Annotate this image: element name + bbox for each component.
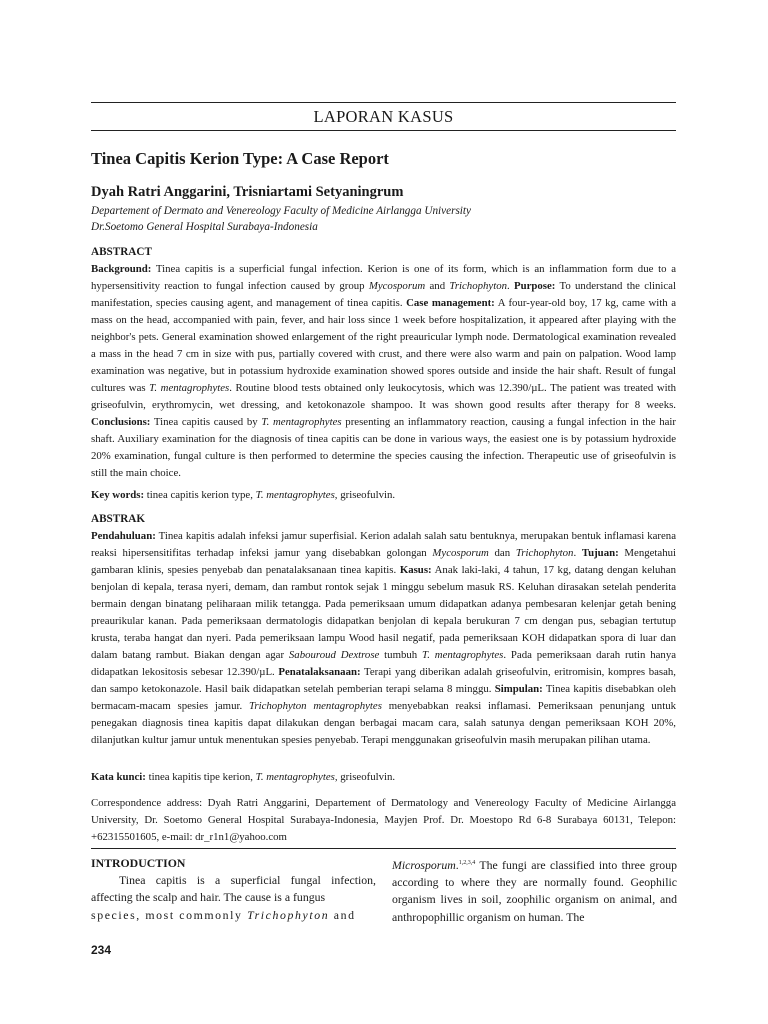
abstract-heading: ABSTRACT [91, 246, 152, 258]
body-rule [91, 848, 676, 849]
keywords: Key words: tinea capitis kerion type, T. mentagrophytes, griseofulvin. [91, 489, 396, 501]
correspondence-address: Correspondence address: Dyah Ratri Anggarini, Departement of Dermatology and Venereology Faculty of Medicine Airlangga University, Dr. Soetomo General Hospital Surabaya-Indonesia, Mayjen Prof. Dr. Moestopo Rd 6-8 Surabaya 60131, Telepon: +62315501605, e-mail: dr_r1n1@yahoo.com [91, 797, 676, 843]
abstrak-heading: ABSTRAK [91, 513, 146, 525]
intro-left-column [91, 855, 376, 924]
intro-paragraph: Tinea capitis is a superficial fungal infection, affecting the scalp and hair. The cause is a fungus [91, 873, 376, 905]
intro-heading: INTRODUCTION [91, 856, 186, 870]
affiliation-line-1: Departement of Dermato and Venereology Faculty of Medicine Airlangga University [91, 205, 471, 217]
intro-right-text: Microsporum.$^{1,2,3,4}$ The fungi are classified into three group according to where they are normally found. Geophilic organism lives in soil, zoophilic organism on animal, and anthropophillic organism on human. The [392, 857, 677, 924]
section-rule [91, 130, 676, 131]
authors: Dyah Ratri Anggarini, Trisniartami Setyaningrum [91, 184, 404, 200]
top-rule [91, 102, 676, 103]
page-number: 234 [91, 943, 112, 957]
intro-paragraph-cont: species, most commonly Trichophyton and [91, 907, 356, 922]
affiliation-line-2: Dr.Soetomo General Hospital Surabaya-Indonesia [91, 221, 318, 233]
section-title: LAPORAN KASUS [313, 107, 454, 126]
paper-title: Tinea Capitis Kerion Type: A Case Report [91, 149, 389, 168]
abstract-body: Background: Tinea capitis is a superficial fungal infection. Kerion is one of its form, which is an inflammation form due to a hypersensitivity reaction to fungal infection caused by group Mycosporum and Trichophyton. Purpose: To understand the clinical manifestation, species causing agent, and management of tinea capitis. Case management: A four-year-old boy, 17 kg, came with a mass on the head, accompanied with pain, fever, and hair loss since 1 week before hospitalization, it appeared after playing with the neighbor's pets. General examination showed enlargement of the right preauricular lymph node. Dermatological examination revealed a mass in the head 7 cm in size with pus, partially covered with crust, and there were also warm and pain on palpation. Wood lamp examination was negative, but in potassium hydroxide examination showed spores outside and inside the hair shaft. Result of fungal cultures was T. mentagrophytes. Routine blood tests obtained only leukocytosis, which was 12.390/µL. The patient was treated with griseofulvin, erythromycin, wet dressing, and ketokonazole shampoo. It was shown good results after therapy for 8 weeks. Conclusions: Tinea capitis caused by T. mentagrophytes presenting an inflammatory reaction, causing a fungal infection in the hair shaft. Auxiliary examination for the diagnosis of tinea capitis can be done in various ways, the easiest one is by potassium hydroxide 20% examination, fungal culture is then performed to determine the species causing the infection. Therapeutic use of griseofulvin is still the main choice. [91, 263, 677, 479]
kata-kunci: Kata kunci: tinea kapitis tipe kerion, T. mentagrophytes, griseofulvin. [91, 771, 396, 783]
abstrak-body: Pendahuluan: Tinea kapitis adalah infeksi jamur superfisial. Kerion adalah salah satu bentuknya, merupakan bentuk inflamasi karena reaksi hipersensitifitas terhadap infeksi jamur yang disebabkan golongan Mycosporum dan Trichophyton. Tujuan: Mengetahui gambaran klinis, spesies penyebab dan penatalaksanaan tinea kapitis. Kasus: Anak laki-laki, 4 tahun, 17 kg, datang dengan keluhan benjolan di kepala, terasa nyeri, demam, dan rambut rontok sejak 1 minggu sebelum masuk RS. Keluhan dirasakan setelah penderita bermain dengan binatang peliharaan milik tetangga. Pada pemeriksaan umum didapatkan adanya pembesaran kelenjar getah bening preaurikular kanan. Pada pemeriksaan dermatologis didapatkan benjolan di kepala berukuran 7 cm dengan pus, sebagian tertutup krusta, teraba hangat dan nyeri. Pada pemeriksaan lampu Wood hasil negatif, pada pemeriksaan KOH didapatkan spora di luar dan dalam batang rambut. Biakan dengan agar Sabouroud Dextrose tumbuh T. mentagrophytes. Pada pemeriksaan darah rutin hanya didapatkan lekositosis sebesar 12.390/µL. Penatalaksanaan: Terapi yang diberikan adalah griseofulvin, eritromisin, kompres basah, dan sampo ketokonazole. Hasil baik didapatkan setelah pemberian terapi selama 8 minggu. Simpulan: Tinea kapitis disebabkan oleh bermacam-macam spesies jamur. Trichophyton mentagrophytes menyebabkan reaksi inflamasi. Pemeriksaan penunjang untuk penegakan diagnosis tinea kapitis dapat dilakukan dengan berbagai macam cara, salah satunya dengan pemeriksaan KOH 20%, dilanjutkan kultur jamur untuk menentukan spesies penyebab. Terapi menggunakan griseofulvin masih merupakan pilihan utama. [91, 530, 677, 746]
intro-right-column [392, 855, 677, 926]
